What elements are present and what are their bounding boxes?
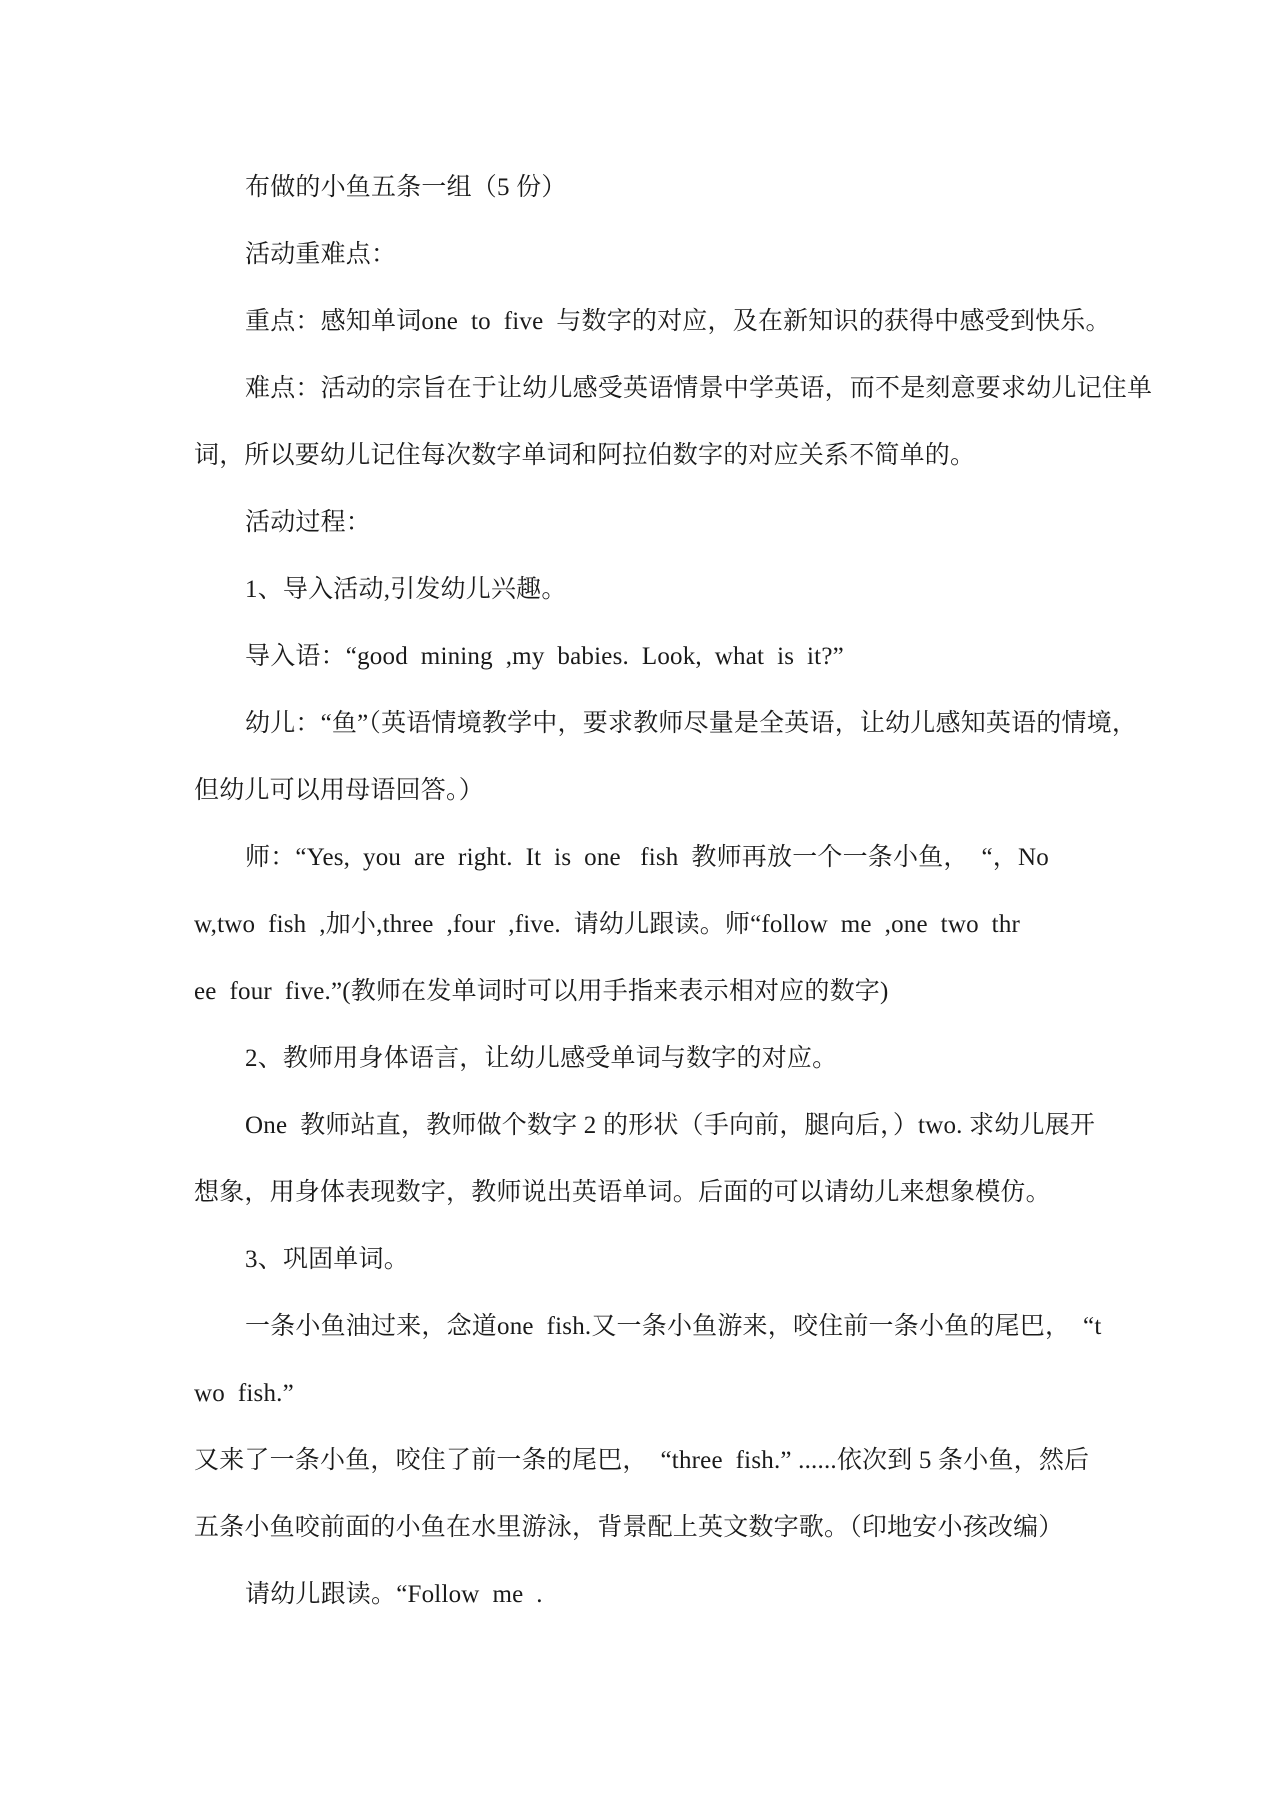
text-line: wo fish.” xyxy=(194,1380,294,1407)
step-heading xyxy=(0,1226,1280,1293)
text-line: One 教师站直，教师做个数字 2 的形状（手向前，腿向后，）two. 求幼儿展开 xyxy=(245,1112,1096,1139)
text-line: 请幼儿跟读。“Follow me . xyxy=(245,1581,543,1608)
paragraph xyxy=(0,1427,1280,1561)
text-line: 想象，用身体表现数字，教师说出英语单词。后面的可以请幼儿来想象模仿。 xyxy=(194,1179,1051,1206)
text-line: 2、教师用身体语言，让幼儿感受单词与数字的对应。 xyxy=(245,1045,838,1072)
text-line: 1、导入活动,引发幼儿兴趣。 xyxy=(245,576,567,603)
text-line: 五条小鱼咬前面的小鱼在水里游泳，背景配上英文数字歌。（印地安小孩改编） xyxy=(194,1514,1064,1541)
text-line: 但幼儿可以用母语回答。） xyxy=(194,777,484,804)
text-line: ee four five.”(教师在发单词时可以用手指来表示相对应的数字) xyxy=(194,978,889,1005)
paragraph xyxy=(0,355,1280,489)
paragraph xyxy=(0,1293,1280,1427)
paragraph xyxy=(0,690,1280,824)
text-line: 导入语：“good mining ,my babies. Look, what is it?” xyxy=(245,643,844,670)
text-line: 难点：活动的宗旨在于让幼儿感受英语情景中学英语，而不是刻意要求幼儿记住单 xyxy=(245,375,1153,402)
text-line: 师：“Yes, you are right. It is one fish 教师再放一个一条小鱼， “，No xyxy=(245,844,1049,871)
text-line: 又来了一条小鱼，咬住了前一条的尾巴， “three fish.” ......依次到 5 条小鱼，然后 xyxy=(194,1447,1090,1474)
text-line: 一条小鱼油过来，念道one fish.又一条小鱼游来，咬住前一条小鱼的尾巴， “t xyxy=(245,1313,1102,1340)
text-line: 活动重难点： xyxy=(245,241,397,268)
paragraph xyxy=(0,154,1280,221)
text-line: 幼儿：“鱼”（英语情境教学中，要求教师尽量是全英语，让幼儿感知英语的情境， xyxy=(245,710,1138,737)
text-line: 词，所以要幼儿记住每次数字单词和阿拉伯数字的对应关系不简单的。 xyxy=(194,442,976,469)
paragraph xyxy=(0,1561,1280,1628)
paragraph xyxy=(0,288,1280,355)
section-heading xyxy=(0,221,1280,288)
text-line: 重点：感知单词one to five 与数字的对应，及在新知识的获得中感受到快乐。 xyxy=(245,308,1111,335)
text-line: 活动过程： xyxy=(245,509,372,536)
text-line: 布做的小鱼五条一组（5 份） xyxy=(245,174,567,201)
paragraph xyxy=(0,824,1280,1025)
section-heading xyxy=(0,489,1280,556)
paragraph xyxy=(0,1092,1280,1226)
text-line: 3、巩固单词。 xyxy=(245,1246,409,1273)
step-heading xyxy=(0,1025,1280,1092)
text-line: w,two fish ,加小,three ,four ,five. 请幼儿跟读。师“follow me ,one two thr xyxy=(194,911,1021,938)
step-heading xyxy=(0,556,1280,623)
paragraph xyxy=(0,623,1280,690)
